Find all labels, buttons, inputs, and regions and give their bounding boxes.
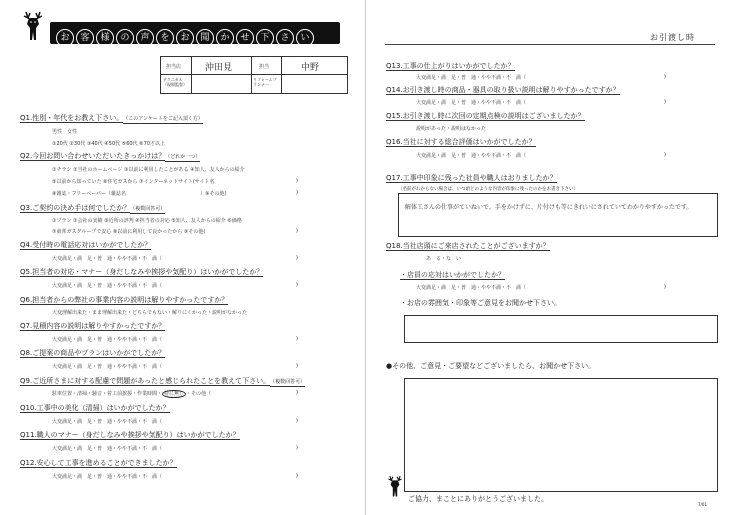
q14-paren: )	[664, 99, 666, 105]
table-label-staff: 担当	[259, 64, 270, 70]
q15-title: Q15.お引き渡し時に次回の定期点検の説明はございましたか？	[386, 112, 585, 120]
q6-scale[interactable]: 大変理解出来た・まま理解出来た・どちらでもない・解りにくかった・説明がなかった	[52, 310, 247, 316]
q2-option-line1[interactable]: ①チラシ ②当社のホームページ ③以前に利用したことがある ④知人、友人からの紹介	[52, 167, 245, 173]
q18-title: Q18.当社店頭にご来店されたことがございますか？	[386, 242, 550, 250]
title-char: 下	[256, 29, 274, 47]
q4-scale[interactable]: 大変満足・満 足・普 通・やや不満・不 満（	[52, 256, 163, 262]
table-label-planner: リフォームプランナー	[253, 77, 277, 87]
table-label-technical: テクニカル（現場監督）	[163, 77, 187, 87]
title-char: 聞	[196, 29, 214, 47]
title-char: さ	[276, 29, 294, 47]
q1-gender[interactable]: 男性 女性	[52, 129, 78, 135]
q11-scale[interactable]: 大変満足・満 足・普 通・やや不満・不 満（	[52, 446, 163, 452]
table-label-store: 担当店	[166, 64, 182, 70]
other-comments-box[interactable]	[404, 378, 718, 492]
q3-option-line1[interactable]: ①プラン ②会社の実績 ③近所の評判 ④担当者の対応 ⑤知人、友人からの紹介 ⑥価格	[52, 218, 242, 224]
q15-scale[interactable]: 説明があった・説明はなかった	[416, 126, 486, 132]
q14-scale[interactable]: 大変満足・満 足・普 通・やや不満・不 満（	[416, 100, 527, 106]
right-header-rule	[385, 44, 715, 45]
q18-sub1-scale[interactable]: 大変満足・満 足・普 通・やや不満・不 満（	[416, 285, 527, 291]
q11-paren: )	[296, 445, 298, 451]
q11-title: Q11.職人のマナー（身だしなみや挨拶や気配り）はいかがでしたか？	[20, 431, 240, 439]
page-divider	[365, 0, 366, 515]
q17-handwritten-answer: 解体工さんの仕事がていねいで、手をかけずに、片付けも等にきれいにされていてわかりやすかったです。	[405, 204, 693, 211]
q2-paren-other: )	[296, 190, 298, 196]
q3-paren: )	[296, 228, 298, 234]
q1-age[interactable]: ①20代 ②30代 ③40代 ④50代 ⑤60代 ⑥70才以上	[52, 141, 166, 147]
q2-option-line2[interactable]: ⑤以前から知っていた ⑥住宅ガスから ⑦インターネットサイト(サイト名	[52, 179, 215, 185]
q3-option-line2[interactable]: ⑦東邦ガスグループで安心 ⑧以前に利用して良かったから ⑨その他(	[52, 229, 206, 235]
q8-scale[interactable]: 大変満足・満 足・普 通・やや不満・不 満（	[52, 364, 163, 370]
q5-title: Q5.担当者の対応・マナー（身だしなみや挨拶や気配り）はいかがでしたか？	[20, 268, 264, 276]
q13-scale[interactable]: 大変満足・満 足・普 通・やや不満・不 満（	[416, 75, 527, 81]
q5-scale[interactable]: 大変満足・満 足・普 通・やや不満・不 満（	[52, 283, 163, 289]
thank-you-footer: ご協力、まことにありがとうございました。	[408, 495, 548, 503]
q17-answer-box[interactable]	[398, 193, 718, 237]
title-char: を	[156, 29, 174, 47]
q13-title: Q13.工事の仕上がりはいかがでしたか？	[386, 62, 515, 70]
title-char: 客	[76, 29, 94, 47]
q3-title: Q3.ご契約の決め手は何でしたか？（複数回答可）	[20, 204, 166, 212]
q16-paren: )	[664, 152, 666, 158]
title-char: 声	[136, 29, 154, 47]
q10-title: Q10.工事中の美化（清掃）はいかがでしたか？	[20, 404, 170, 412]
q18-sub1-title: ・店員の応対はいかがでしたか？	[400, 271, 505, 279]
right-title: お引渡し時	[650, 33, 695, 42]
title-char: お	[176, 29, 194, 47]
q12-scale[interactable]: 大変満足・満 足・普 通・やや不満・不 満（	[52, 474, 163, 480]
store-impression-box[interactable]	[404, 315, 718, 343]
q7-paren: )	[296, 336, 298, 342]
table-value-store: 沖田見	[205, 63, 233, 73]
title-char: の	[116, 29, 134, 47]
q9-options[interactable]: 駐車位置・清掃・騒音・着工前挨拶・作業時間・ 特に無し ・その他（	[52, 391, 212, 397]
q1-title: Q1.性別・年代をお教え下さい。（このアンケートをご記入頂く方）	[20, 114, 203, 122]
deer-logo-icon	[18, 10, 48, 44]
title-char: い	[296, 29, 314, 47]
q10-paren: )	[296, 418, 298, 424]
q8-paren: )	[296, 363, 298, 369]
q2-option-line3-other[interactable]: ）⑨その他(	[200, 191, 227, 197]
other-comments-title: ●その他、ご意見・ご要望などございましたら、お聞かせ下さい。	[386, 362, 596, 370]
q8-title: Q8.ご提案の商品やプランはいかがでしたか？	[20, 349, 166, 357]
q18-sub1-paren: )	[664, 284, 666, 290]
q17-title: Q17.工事中印象に残った社員や職人はおりましたか？	[386, 174, 557, 182]
q13-paren: )	[664, 74, 666, 80]
deer-footer-icon	[384, 472, 406, 502]
survey-title-band	[50, 22, 340, 44]
q7-scale[interactable]: 大変満足・満 足・普 通・やや不満・不 満（	[52, 337, 163, 343]
q17-note: （名前がわからない場合は、いつ頃どのような内容が印象に残ったのかをお書き下さい）	[398, 187, 578, 192]
q16-title: Q16.当社に対する総合評価はいかがでしたか？	[386, 138, 536, 146]
q12-title: Q12.安心して工事を進めることができましたか？	[20, 459, 177, 467]
q4-paren: )	[296, 255, 298, 261]
q7-title: Q7.見積内容の説明は解りやすかったですか？	[20, 322, 166, 330]
title-char: か	[216, 29, 234, 47]
q18-scale[interactable]: あ る・な い	[426, 256, 462, 262]
title-char: せ	[236, 29, 254, 47]
q2-paren: )	[296, 178, 298, 184]
q4-title: Q4.受付時の電話応対はいかがでしたか？	[20, 241, 152, 249]
q6-title: Q6.担当者からの弊社の事業内容の説明は解りやすかったですか？	[20, 296, 229, 304]
q2-option-line3[interactable]: ⑧雑誌・フリーペーパー（雑誌名	[52, 191, 127, 197]
staff-table	[160, 56, 348, 94]
q12-paren: )	[296, 473, 298, 479]
title-char: お	[56, 29, 74, 47]
title-char: 様	[96, 29, 114, 47]
q9-title: Q9.ご近所さまに対する配慮で問題があったと感じられたことを教えて下さい。（複数回答可）	[20, 377, 306, 385]
table-value-staff: 中野	[301, 63, 320, 73]
q14-title: Q14.お引き渡し時の商品・器具の取り扱い説明は解りやすかったですか？	[386, 86, 620, 94]
q5-paren: )	[296, 282, 298, 288]
q10-scale[interactable]: 大変満足・満 足・普 通・やや不満・不 満（	[52, 419, 163, 425]
q9-paren: )	[296, 390, 298, 396]
q18-sub2-title: ・お店の雰囲気・印象等ご意見をお聞かせ下さい。	[400, 299, 561, 307]
q2-title: Q2.今回お問い合わせいただいたきっかけは？（どれか一つ）	[20, 152, 201, 160]
q9-selected-none[interactable]: 特に無し	[164, 391, 185, 397]
page-code: 7/01	[698, 502, 707, 507]
q16-scale[interactable]: 大変満足・満 足・普 通・やや不満・不 満（	[416, 153, 527, 159]
